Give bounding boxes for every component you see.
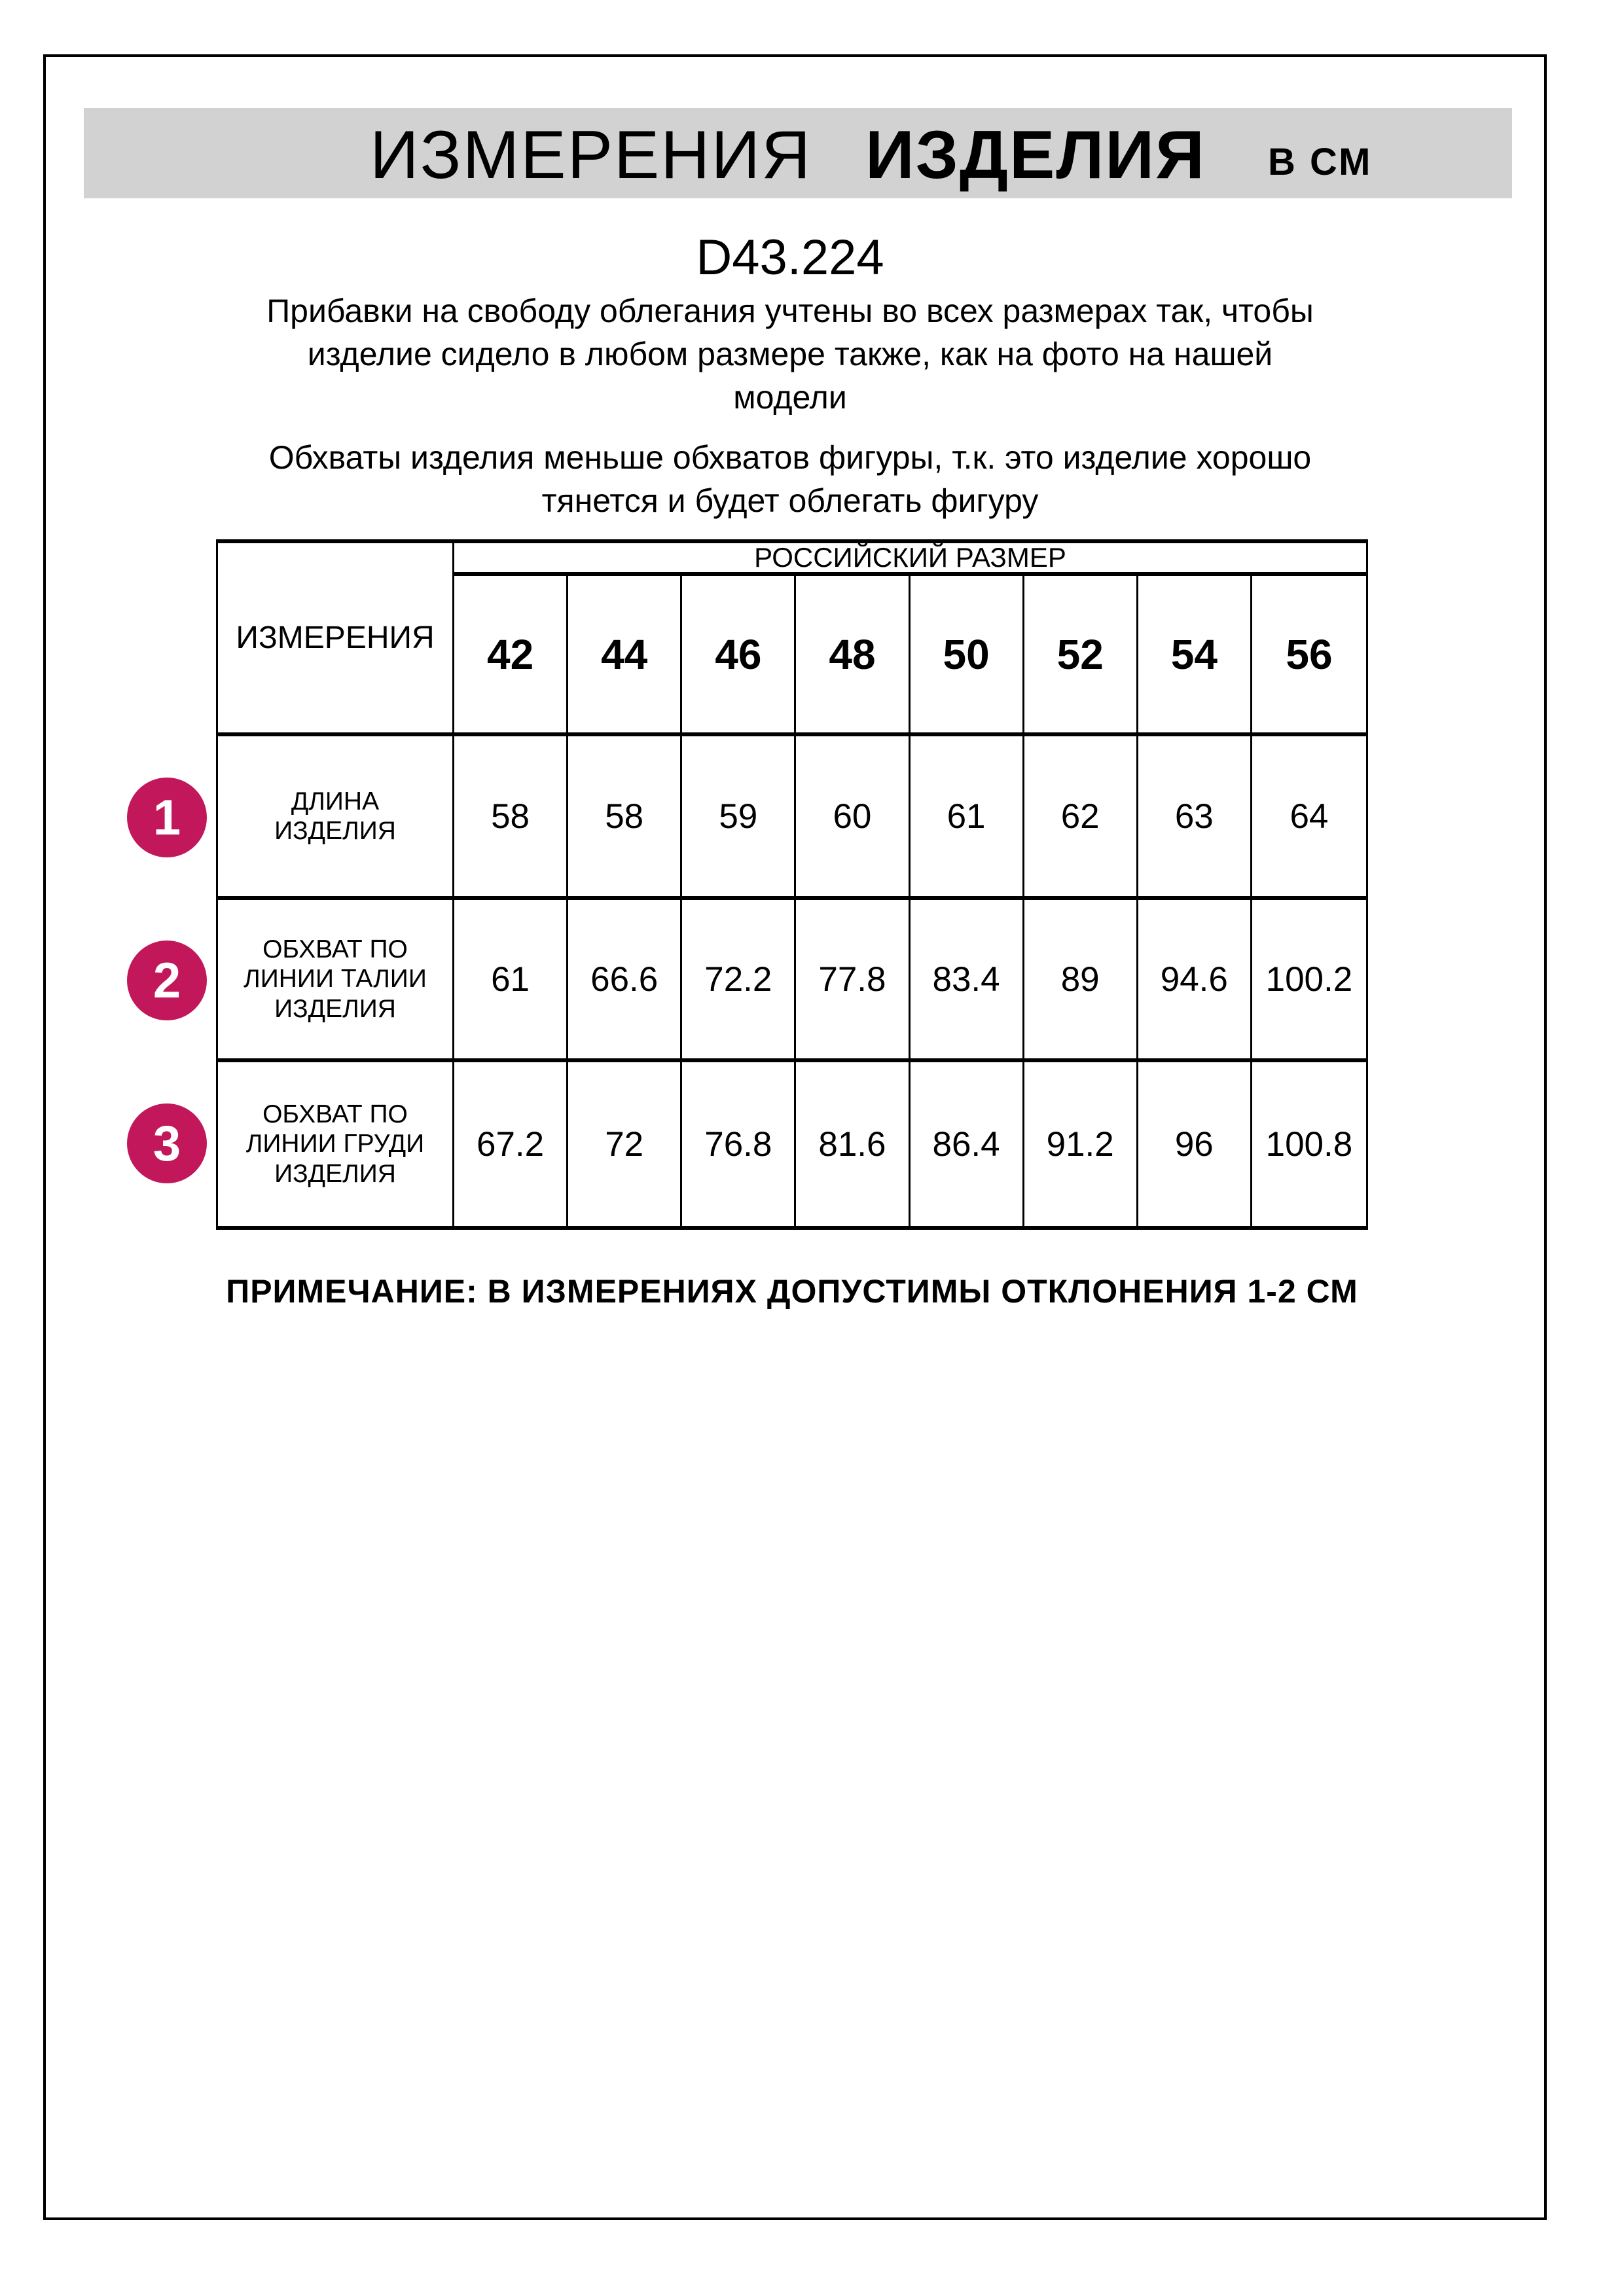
intro-block <box>196 228 1384 522</box>
table-value: 83.4 <box>911 900 1024 1062</box>
corner-header-cell <box>218 543 454 736</box>
intro-line: модели <box>733 379 847 416</box>
row-number-badge-3: 3 <box>127 1103 207 1183</box>
row-label-text: ОБХВАТ ПО ЛИНИИ ТАЛИИ ИЗДЕЛИЯ <box>244 935 427 1023</box>
table-value: 61 <box>454 900 568 1062</box>
size-header-42: 42 <box>454 576 568 736</box>
size-header-52: 52 <box>1024 576 1138 736</box>
table-value: 62 <box>1024 736 1138 900</box>
intro-line: Обхваты изделия меньше обхватов фигуры, т.к. это изделие хорошо <box>268 439 1312 476</box>
title-measurements: ИЗМЕРЕНИЯ <box>370 117 812 193</box>
intro-paragraph-1 <box>196 289 1384 419</box>
row-label-text: ОБХВАТ ПО ЛИНИИ ГРУДИ ИЗДЕЛИЯ <box>245 1100 425 1188</box>
table-value: 89 <box>1024 900 1138 1062</box>
row-label-length <box>218 736 454 900</box>
table-value: 67.2 <box>454 1062 568 1226</box>
table-value: 63 <box>1138 736 1252 900</box>
title-bar <box>84 108 1512 198</box>
table-value: 58 <box>454 736 568 900</box>
size-table <box>216 539 1368 1230</box>
table-value: 72.2 <box>682 900 796 1062</box>
size-header-48: 48 <box>796 576 910 736</box>
group-header-label: РОССИЙСКИЙ РАЗМЕР <box>754 542 1066 573</box>
size-header-44: 44 <box>568 576 682 736</box>
model-number: D43.224 <box>696 230 884 285</box>
group-header-cell <box>454 543 1366 576</box>
row-label-text: ДЛИНА ИЗДЕЛИЯ <box>274 787 396 845</box>
size-header-54: 54 <box>1138 576 1252 736</box>
row-label-waist <box>218 900 454 1062</box>
note-text: ПРИМЕЧАНИЕ: В ИЗМЕРЕНИЯХ ДОПУСТИМЫ ОТКЛОНЕНИЯ 1-2 СМ <box>226 1273 1358 1310</box>
table-value: 64 <box>1252 736 1366 900</box>
intro-line: изделие сидело в любом размере также, как на фото на нашей <box>307 336 1273 372</box>
row-label-chest <box>218 1062 454 1226</box>
intro-line: Прибавки на свободу облегания учтены во всех размерах так, чтобы <box>266 293 1314 329</box>
table-value: 59 <box>682 736 796 900</box>
table-value: 86.4 <box>911 1062 1024 1226</box>
table-value: 100.8 <box>1265 1124 1353 1164</box>
intro-paragraph-2 <box>196 436 1384 522</box>
row-number-badge-2: 2 <box>127 941 207 1020</box>
table-value: 91.2 <box>1024 1062 1138 1226</box>
table-value: 96 <box>1138 1062 1252 1226</box>
corner-header-label: ИЗМЕРЕНИЯ <box>236 620 435 655</box>
table-value: 58 <box>568 736 682 900</box>
title-unit-cm: В СМ <box>1268 141 1373 183</box>
table-value: 76.8 <box>682 1062 796 1226</box>
table-value: 72 <box>568 1062 682 1226</box>
title-product: ИЗДЕЛИЯ <box>865 117 1206 193</box>
table-value: 81.6 <box>796 1062 910 1226</box>
table-value: 60 <box>796 736 910 900</box>
size-header-50: 50 <box>911 576 1024 736</box>
table-value: 100.2 <box>1252 900 1366 1062</box>
table-value: 61 <box>911 736 1024 900</box>
size-header-56: 56 <box>1252 576 1366 736</box>
table-value: 94.6 <box>1138 900 1252 1062</box>
size-header-46: 46 <box>682 576 796 736</box>
table-value: 77.8 <box>796 900 910 1062</box>
table-value: 66.6 <box>568 900 682 1062</box>
row-number-badge-1: 1 <box>127 778 207 857</box>
intro-line: тянется и будет облегать фигуру <box>541 482 1039 519</box>
